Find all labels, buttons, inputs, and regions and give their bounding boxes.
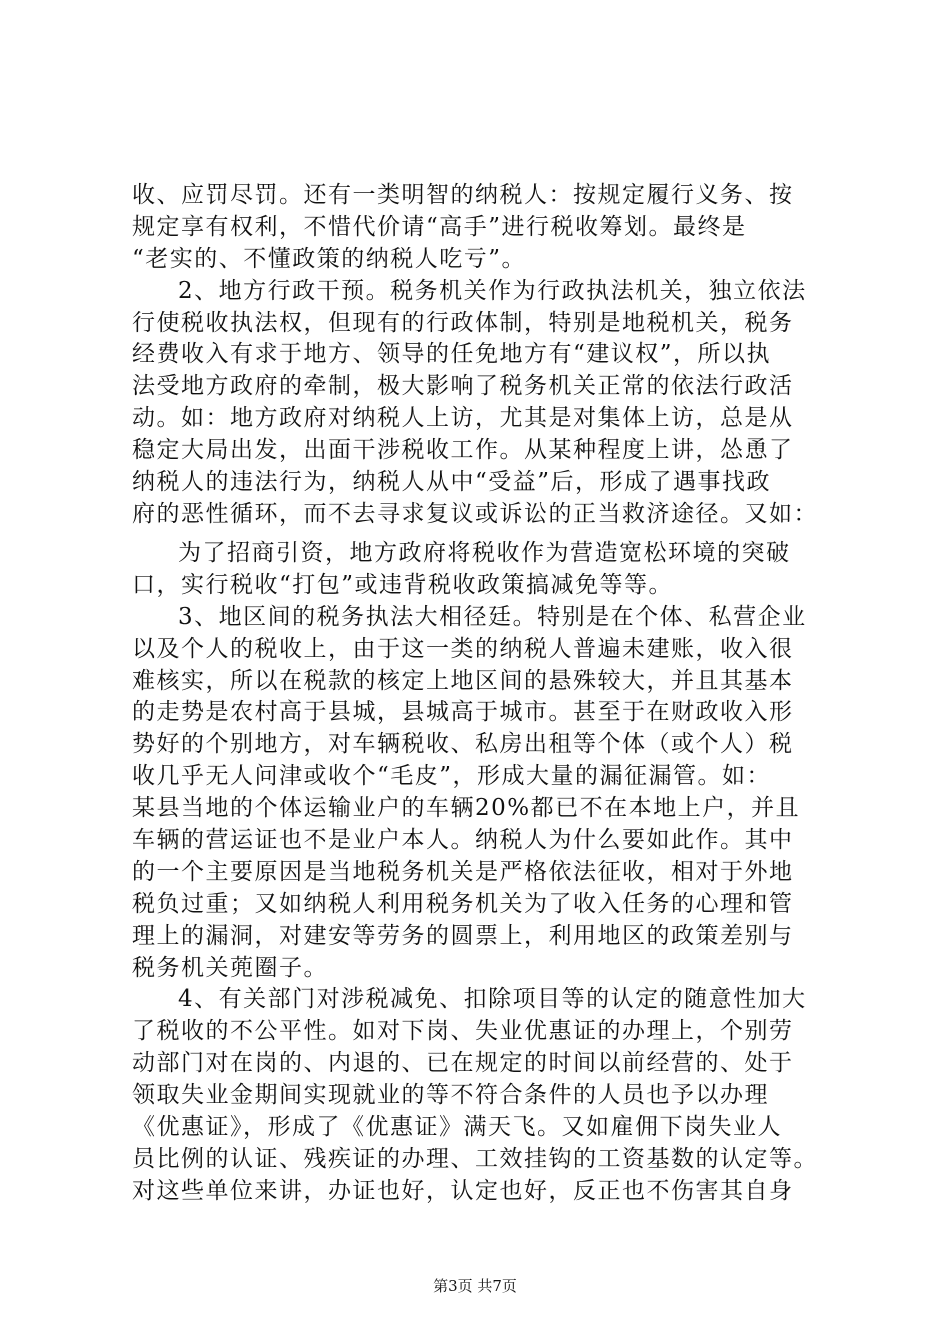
text-line: 税务机关蔸圈子。 (132, 954, 328, 981)
text-line: 为了招商引资，地方政府将税收作为营造宽松环境的突破 (178, 540, 791, 566)
text-line: 纳税人的违法行为，纳税人从中“受益”后，形成了遇事找政 (132, 469, 772, 496)
text-line: 府的恶性循环，而不去寻求复议或诉讼的正当救济途径。又如： (132, 500, 818, 527)
text-line: 收几乎无人问津或收个“毛皮”，形成大量的漏征漏管。如： (132, 763, 772, 790)
text-line: 车辆的营运证也不是业户本人。纳税人为什么要如此作。其中 (132, 827, 794, 854)
text-line: 理上的漏洞，对建安等劳务的圆票上，利用地区的政策差别与 (132, 922, 794, 949)
text-line: 动。如：地方政府对纳税人上访，尤其是对集体上访，总是从 (132, 405, 794, 432)
text-line: 行使税收执法权，但现有的行政体制，特别是地税机关，税务 (132, 309, 794, 336)
text-block-lower (132, 538, 832, 1208)
page-footer: 第3页 共7页 (433, 1277, 517, 1295)
text-line: 难核实，所以在税款的核定上地区间的悬殊较大，并且其基本 (132, 667, 794, 694)
text-line: 动部门对在岗的、内退的、已在规定的时间以前经营的、处于 (132, 1050, 794, 1077)
text-line: 法受地方政府的牵制，极大影响了税务机关正常的依法行政活 (132, 373, 794, 400)
text-line: 领取失业金期间实现就业的等不符合条件的人员也予以办理 (132, 1082, 769, 1109)
text-line: 的走势是农村高于县城，县城高于城市。甚至于在财政收入形 (132, 699, 794, 726)
text-line: “老实的、不懂政策的纳税人吃亏”。 (132, 245, 527, 272)
text-block-upper (132, 180, 832, 531)
text-line: 4、有关部门对涉税减免、扣除项目等的认定的随意性加大 (178, 986, 807, 1013)
text-line: 了税收的不公平性。如对下岗、失业优惠证的办理上，个别劳 (132, 1018, 794, 1045)
text-line: 税负过重；又如纳税人利用税务机关为了收入任务的心理和管 (132, 890, 794, 917)
text-line: 规定享有权利，不惜代价请“高手”进行税收筹划。最终是 (132, 213, 747, 240)
text-line: 收、应罚尽罚。还有一类明智的纳税人：按规定履行义务、按 (132, 182, 794, 208)
text-line: 3、地区间的税务执法大相径廷。特别是在个体、私营企业 (178, 603, 807, 630)
text-line: 对这些单位来讲，办证也好，认定也好，反正也不伤害其自身 (132, 1177, 794, 1204)
text-line: 以及个人的税收上，由于这一类的纳税人普遍未建账，收入很 (132, 635, 794, 662)
text-line: 的一个主要原因是当地税务机关是严格依法征收，相对于外地 (132, 858, 794, 885)
text-line: 势好的个别地方，对车辆税收、私房出租等个体（或个人）税 (132, 731, 794, 758)
text-line: 口，实行税收“打包”或违背税收政策搞减免等等。 (132, 571, 674, 598)
text-line: 经费收入有求于地方、领导的任免地方有“建议权”，所以执 (132, 341, 772, 368)
text-line: 《优惠证》，形成了《优惠证》满天飞。又如雇佣下岗失业人 (132, 1114, 782, 1141)
text-line: 稳定大局出发，出面干涉税收工作。从某种程度上讲，怂恿了 (132, 437, 794, 464)
text-line: 员比例的认证、残疾证的办理、工效挂钩的工资基数的认定等。 (132, 1145, 818, 1172)
text-line: 某县当地的个体运输业户的车辆20%都已不在本地上户，并且 (132, 795, 801, 822)
text-line: 2、地方行政干预。税务机关作为行政执法机关，独立依法 (178, 277, 807, 304)
